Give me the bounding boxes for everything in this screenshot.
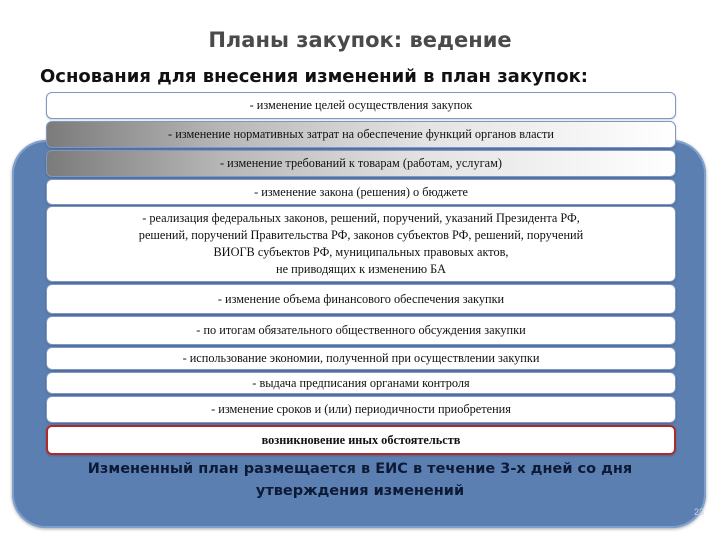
reason-item-budget-law: - изменение закона (решения) о бюджете [46,179,676,205]
footer-line-2: утверждения изменений [255,483,465,499]
reason-item-other-circumstances: возникновение иных обстоятельств [46,425,676,455]
reason-item-federal-laws [46,206,676,282]
reason-item-goals: - изменение целей осуществления закупок [46,92,676,119]
reason-item-savings: - использование экономии, полученной при осуществлении закупки [46,347,676,370]
slide-subtitle: Основания для внесения изменений в план закупок: [40,66,588,87]
reason-item-public-discussion: - по итогам обязательного общественного обсуждения закупки [46,316,676,345]
reason-item-funding: - изменение объема финансового обеспечения закупки [46,284,676,314]
federal-laws-line-4: не приводящих к изменению БА [276,262,446,276]
slide-title: Планы закупок: ведение [208,28,512,52]
reason-item-requirements: - изменение требований к товарам (работам, услугам) [46,150,676,177]
federal-laws-line-3: ВИОГВ субъектов РФ, муниципальных правовых актов, [213,245,509,259]
reason-item-timing: - изменение сроков и (или) периодичности приобретения [46,396,676,423]
federal-laws-line-2: решений, поручений Правительства РФ, законов субъектов РФ, решений, поручений [138,228,584,242]
reason-item-control-order: - выдача предписания органами контроля [46,372,676,394]
footer-line-1: Измененный план размещается в ЕИС в течение 3-х дней со дня [87,461,633,477]
reason-item-normative-costs: - изменение нормативных затрат на обеспечение функций органов власти [46,121,676,148]
page-number: 23 [693,507,704,517]
footer-note [60,458,660,502]
federal-laws-line-1: - реализация федеральных законов, решений, поручений, указаний Президента РФ, [142,211,580,225]
